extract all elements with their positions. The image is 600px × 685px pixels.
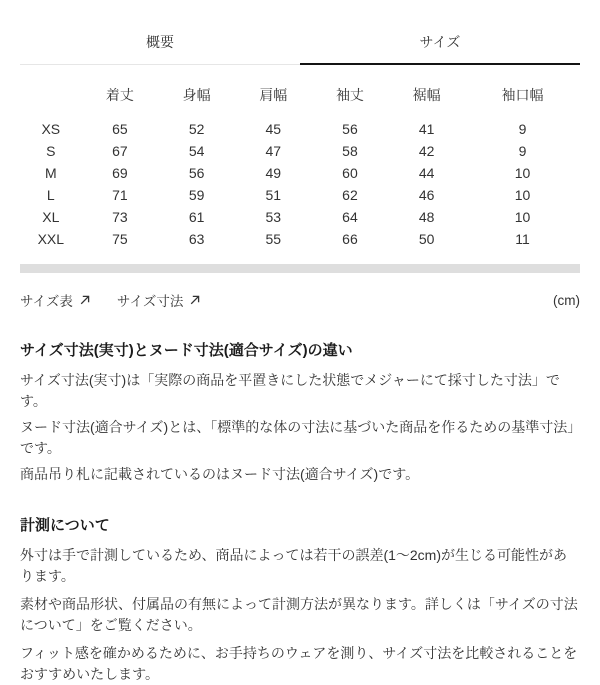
size-tab-panel	[0, 26, 600, 685]
value-cell: 61	[188, 209, 205, 225]
tab-size[interactable]: サイズ	[300, 26, 580, 65]
size-label: XS	[41, 121, 61, 137]
size-dimensions-link-label: サイズ寸法	[116, 294, 184, 309]
column-header: 裾幅	[412, 87, 441, 103]
section-size-vs-nude	[20, 341, 580, 485]
value-cell: 46	[418, 187, 435, 203]
table-row	[20, 140, 580, 162]
column-header: 身幅	[182, 87, 211, 103]
table-row	[20, 228, 580, 250]
size-dimensions-link[interactable]	[117, 290, 201, 310]
value-cell: 10	[514, 187, 531, 203]
section-paragraph: フィット感を確かめるために、お手持ちのウェアを測り、サイズ寸法を比較されることをおすすめいたします。	[20, 645, 578, 682]
value-cell: 65	[112, 121, 128, 137]
value-cell: 11	[515, 231, 530, 247]
value-cell: 64	[342, 209, 358, 225]
table-row	[20, 184, 580, 206]
size-label: M	[44, 165, 57, 181]
unit-label: (cm)	[553, 292, 580, 308]
value-cell: 58	[342, 143, 358, 159]
value-cell: 10	[514, 209, 531, 225]
value-cell: 67	[112, 143, 128, 159]
value-cell: 45	[265, 121, 282, 137]
value-cell: 50	[418, 231, 435, 247]
value-cell: 62	[342, 187, 358, 203]
corner-cell	[20, 77, 82, 118]
section-heading: 計測について	[20, 517, 110, 534]
section-paragraph: 外寸は手で計測しているため、商品によっては若干の誤差(1〜2cm)が生じる可能性があります。	[20, 547, 567, 584]
value-cell: 56	[342, 121, 358, 137]
section-heading: サイズ寸法(実寸)とヌード寸法(適合サイズ)の違い	[20, 342, 353, 359]
section-paragraph: 商品吊り札に記載されているのはヌード寸法(適合サイズ)です。	[20, 466, 420, 482]
size-label: L	[46, 187, 55, 203]
column-header: 袖丈	[335, 87, 364, 103]
value-cell: 71	[112, 187, 128, 203]
size-label: S	[46, 143, 56, 159]
value-cell: 48	[418, 209, 435, 225]
value-cell: 55	[265, 231, 282, 247]
value-cell: 10	[514, 165, 531, 181]
section-paragraph: ヌード寸法(適合サイズ)とは、「標準的な体の寸法に基づいた商品を作るための基準寸法」です。	[20, 419, 575, 456]
section-measurement	[20, 516, 580, 685]
value-cell: 59	[188, 187, 205, 203]
column-header: 肩幅	[259, 87, 288, 103]
value-cell: 49	[265, 165, 282, 181]
horizontal-scrollbar[interactable]	[20, 264, 580, 273]
value-cell: 41	[418, 121, 435, 137]
table-header-row	[20, 77, 580, 118]
size-chart-link[interactable]	[20, 290, 91, 310]
value-cell: 51	[265, 187, 282, 203]
table-row	[20, 118, 580, 140]
section-paragraph: サイズ寸法(実寸)は「実際の商品を平置きにした状態でメジャーにて採寸した寸法」です。	[20, 372, 560, 409]
external-link-icon	[189, 294, 201, 306]
value-cell: 75	[112, 231, 128, 247]
value-cell: 54	[188, 143, 205, 159]
column-header: 袖口幅	[501, 87, 544, 103]
section-paragraph: 素材や商品形状、付属品の有無によって計測方法が異なります。詳しくは「サイズの寸法について」をご覧ください。	[20, 596, 578, 633]
value-cell: 9	[518, 121, 527, 137]
value-cell: 73	[112, 209, 128, 225]
size-label: XL	[42, 209, 60, 225]
value-cell: 56	[188, 165, 205, 181]
external-link-icon	[79, 294, 91, 306]
value-cell: 66	[342, 231, 358, 247]
value-cell: 47	[265, 143, 282, 159]
size-table	[20, 77, 580, 250]
size-chart-link-label: サイズ表	[20, 294, 73, 309]
value-cell: 9	[518, 143, 527, 159]
tab-overview[interactable]: 概要	[20, 26, 300, 65]
size-label: XXL	[37, 231, 65, 247]
value-cell: 69	[112, 165, 128, 181]
table-row	[20, 206, 580, 228]
value-cell: 53	[265, 209, 282, 225]
table-row	[20, 162, 580, 184]
value-cell: 63	[188, 231, 205, 247]
value-cell: 44	[418, 165, 435, 181]
table-footer-row	[20, 290, 580, 310]
column-header: 着丈	[105, 87, 134, 103]
value-cell: 52	[188, 121, 205, 137]
value-cell: 42	[418, 143, 435, 159]
value-cell: 60	[342, 165, 358, 181]
tab-bar	[20, 26, 580, 65]
